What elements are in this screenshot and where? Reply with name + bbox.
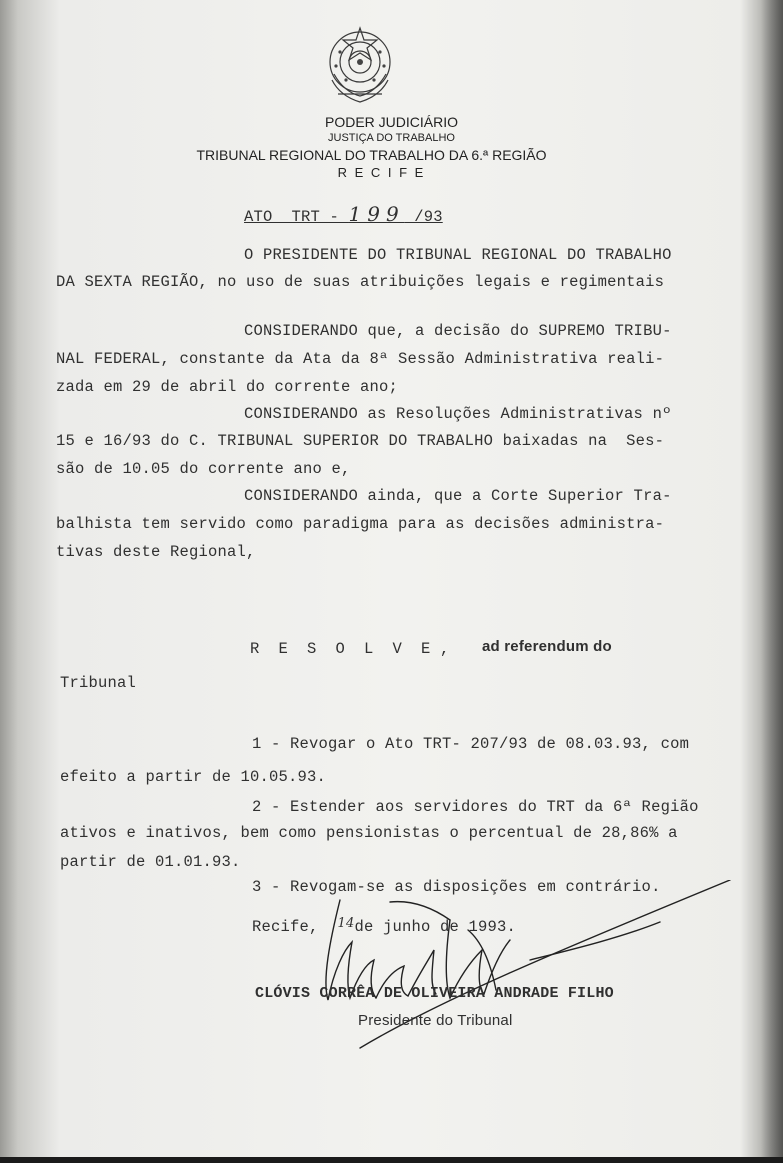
item-2-line-1: 2 - Estender aos servidores do TRT da 6ª Região bbox=[252, 798, 699, 816]
act-suffix: /93 bbox=[404, 208, 443, 226]
resolve-tribunal: Tribunal bbox=[60, 674, 137, 692]
considerando-3-line-1: CONSIDERANDO ainda, que a Corte Superior Tra- bbox=[244, 487, 672, 505]
item-1-line-1: 1 - Revogar o Ato TRT- 207/93 de 08.03.93, com bbox=[252, 735, 690, 753]
intro-line-2: DA SEXTA REGIÃO, no uso de suas atribuições legais e regimentais bbox=[56, 273, 665, 291]
scan-bottom-edge bbox=[0, 1157, 783, 1163]
item-2-line-2: ativos e inativos, bem como pensionistas o percentual de 28,86% a bbox=[60, 824, 678, 842]
intro-line-1: O PRESIDENTE DO TRIBUNAL REGIONAL DO TRABALHO bbox=[244, 246, 672, 264]
act-title bbox=[244, 202, 443, 226]
header-line-2: JUSTIÇA DO TRABALHO bbox=[328, 132, 455, 144]
item-1-line-2: efeito a partir de 10.05.93. bbox=[60, 768, 327, 786]
item-3-line-1: 3 - Revogam-se as disposições em contrário. bbox=[252, 878, 661, 896]
coat-of-arms-emblem bbox=[320, 22, 400, 110]
considerando-2-line-3: são de 10.05 do corrente ano e, bbox=[56, 460, 351, 478]
header-city: R E C I F E bbox=[337, 165, 426, 180]
signatory-title: Presidente do Tribunal bbox=[358, 1012, 513, 1029]
considerando-2-line-1: CONSIDERANDO as Resoluções Administrativas nº bbox=[244, 405, 672, 423]
resolve-word: R E S O L V E , bbox=[250, 640, 450, 658]
considerando-1-line-3: zada em 29 de abril do corrente ano; bbox=[56, 378, 399, 396]
closing-city: Recife, bbox=[252, 918, 319, 936]
considerando-2-line-2: 15 e 16/93 do C. TRIBUNAL SUPERIOR DO TRABALHO baixadas na Ses- bbox=[56, 432, 665, 450]
header-line-1: PODER JUDICIÁRIO bbox=[324, 114, 458, 130]
item-2-line-3: partir de 01.01.93. bbox=[60, 853, 241, 871]
closing-date-rest: de junho de 1993. bbox=[354, 918, 517, 936]
header-line-3: TRIBUNAL REGIONAL DO TRABALHO DA 6.ª REGIÃO bbox=[196, 147, 547, 163]
considerando-1-line-1: CONSIDERANDO que, a decisão do SUPREMO TRIBU- bbox=[244, 322, 672, 340]
act-number-handwritten: 199 bbox=[348, 202, 405, 226]
considerando-3-line-3: tivas deste Regional, bbox=[56, 543, 256, 561]
act-prefix: ATO TRT - bbox=[244, 208, 349, 226]
closing-day-handwritten: 14 bbox=[337, 916, 355, 931]
considerando-3-line-2: balhista tem servido como paradigma para as decisões administra- bbox=[56, 515, 665, 533]
signatory-name: CLÓVIS CORRÊA DE OLIVEIRA ANDRADE FILHO bbox=[255, 985, 614, 1002]
resolve-ad-referendum: ad referendum do bbox=[482, 638, 612, 655]
considerando-1-line-2: NAL FEDERAL, constante da Ata da 8ª Sessão Administrativa reali- bbox=[56, 350, 665, 368]
